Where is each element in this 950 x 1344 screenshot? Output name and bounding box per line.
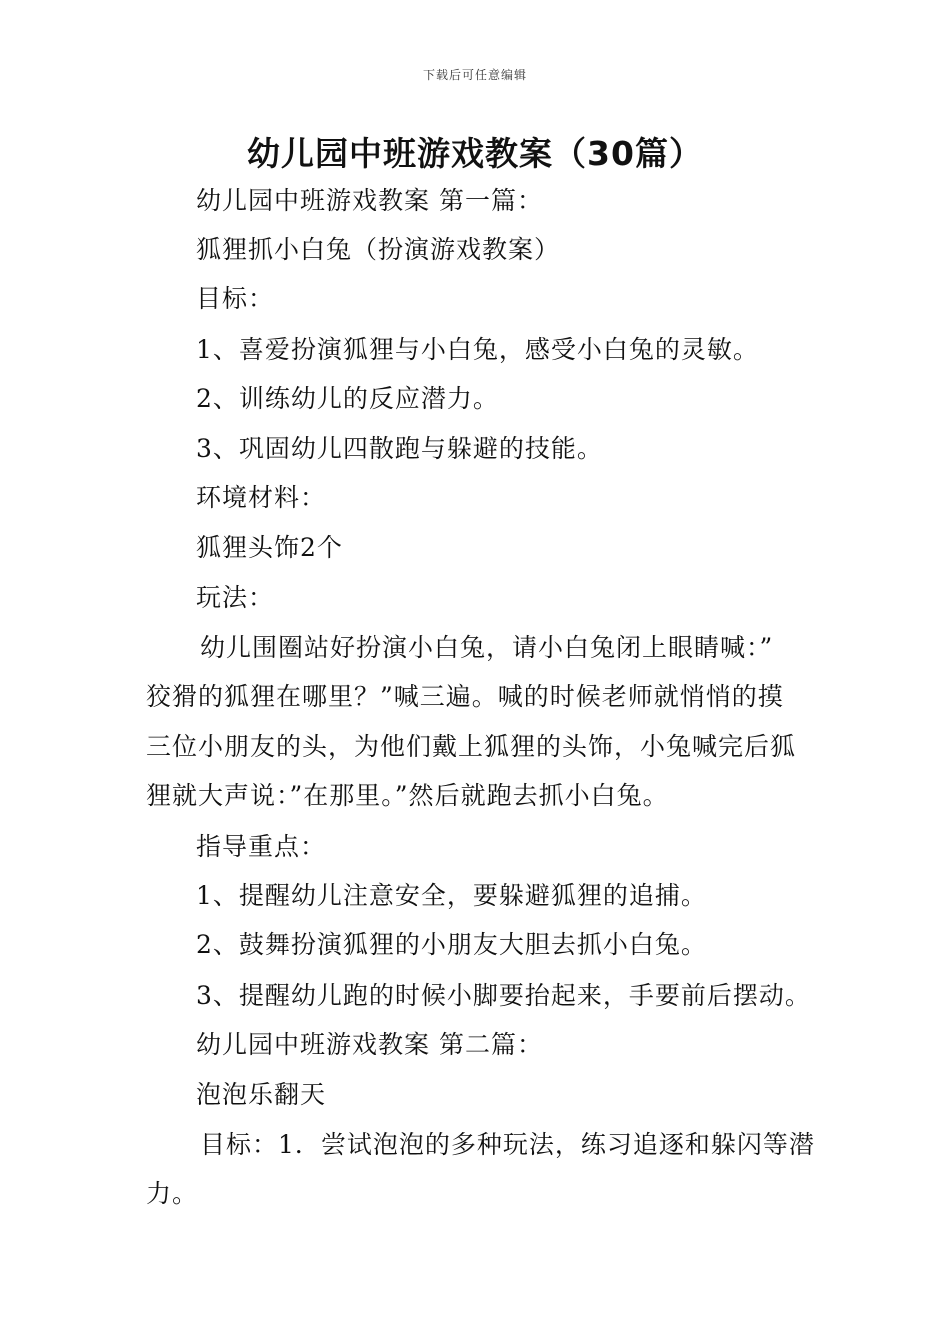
document-title: 幼儿园中班游戏教案（30篇） xyxy=(247,134,703,173)
subheading-play: 玩法： xyxy=(196,583,275,612)
subheading-guidance: 指导重点： xyxy=(196,832,327,861)
materials-text: 狐狸头饰2个 xyxy=(196,533,343,562)
paragraph-line: 三位小朋友的头，为他们戴上狐狸的头饰，小兔喊完后狐 xyxy=(146,732,797,761)
subheading-materials: 环境材料： xyxy=(196,483,327,512)
paragraph-line: 狡猾的狐狸在哪里？”喊三遍。喊的时候老师就悄悄的摸 xyxy=(146,682,784,711)
paragraph-line: 力。 xyxy=(146,1179,199,1208)
section-heading: 幼儿园中班游戏教案 第二篇： xyxy=(196,1030,543,1059)
goal-item: 3、巩固幼儿四散跑与躲避的技能。 xyxy=(196,434,603,463)
guidance-item: 2、鼓舞扮演狐狸的小朋友大胆去抓小白兔。 xyxy=(196,930,707,959)
paragraph-line: 幼儿围圈站好扮演小白兔，请小白兔闭上眼睛喊：” xyxy=(200,633,774,662)
subheading-goals: 目标： xyxy=(196,284,275,313)
goal-item: 2、训练幼儿的反应潜力。 xyxy=(196,384,499,413)
section-heading: 幼儿园中班游戏教案 第一篇： xyxy=(196,186,543,215)
game-title: 泡泡乐翻天 xyxy=(196,1080,327,1109)
goal-item: 1、喜爱扮演狐狸与小白兔，感受小白兔的灵敏。 xyxy=(196,335,759,364)
guidance-item: 1、提醒幼儿注意安全，要躲避狐狸的追捕。 xyxy=(196,881,707,910)
guidance-item: 3、提醒幼儿跑的时候小脚要抬起来，手要前后摆动。 xyxy=(196,981,811,1010)
paragraph-line: 狸就大声说：”在那里。”然后就跑去抓小白兔。 xyxy=(146,781,669,810)
header-note: 下载后可任意编辑 xyxy=(422,68,527,82)
paragraph-line: 目标：1．尝试泡泡的多种玩法，练习追逐和躲闪等潜 xyxy=(200,1130,815,1159)
game-title: 狐狸抓小白兔（扮演游戏教案） xyxy=(196,235,561,264)
